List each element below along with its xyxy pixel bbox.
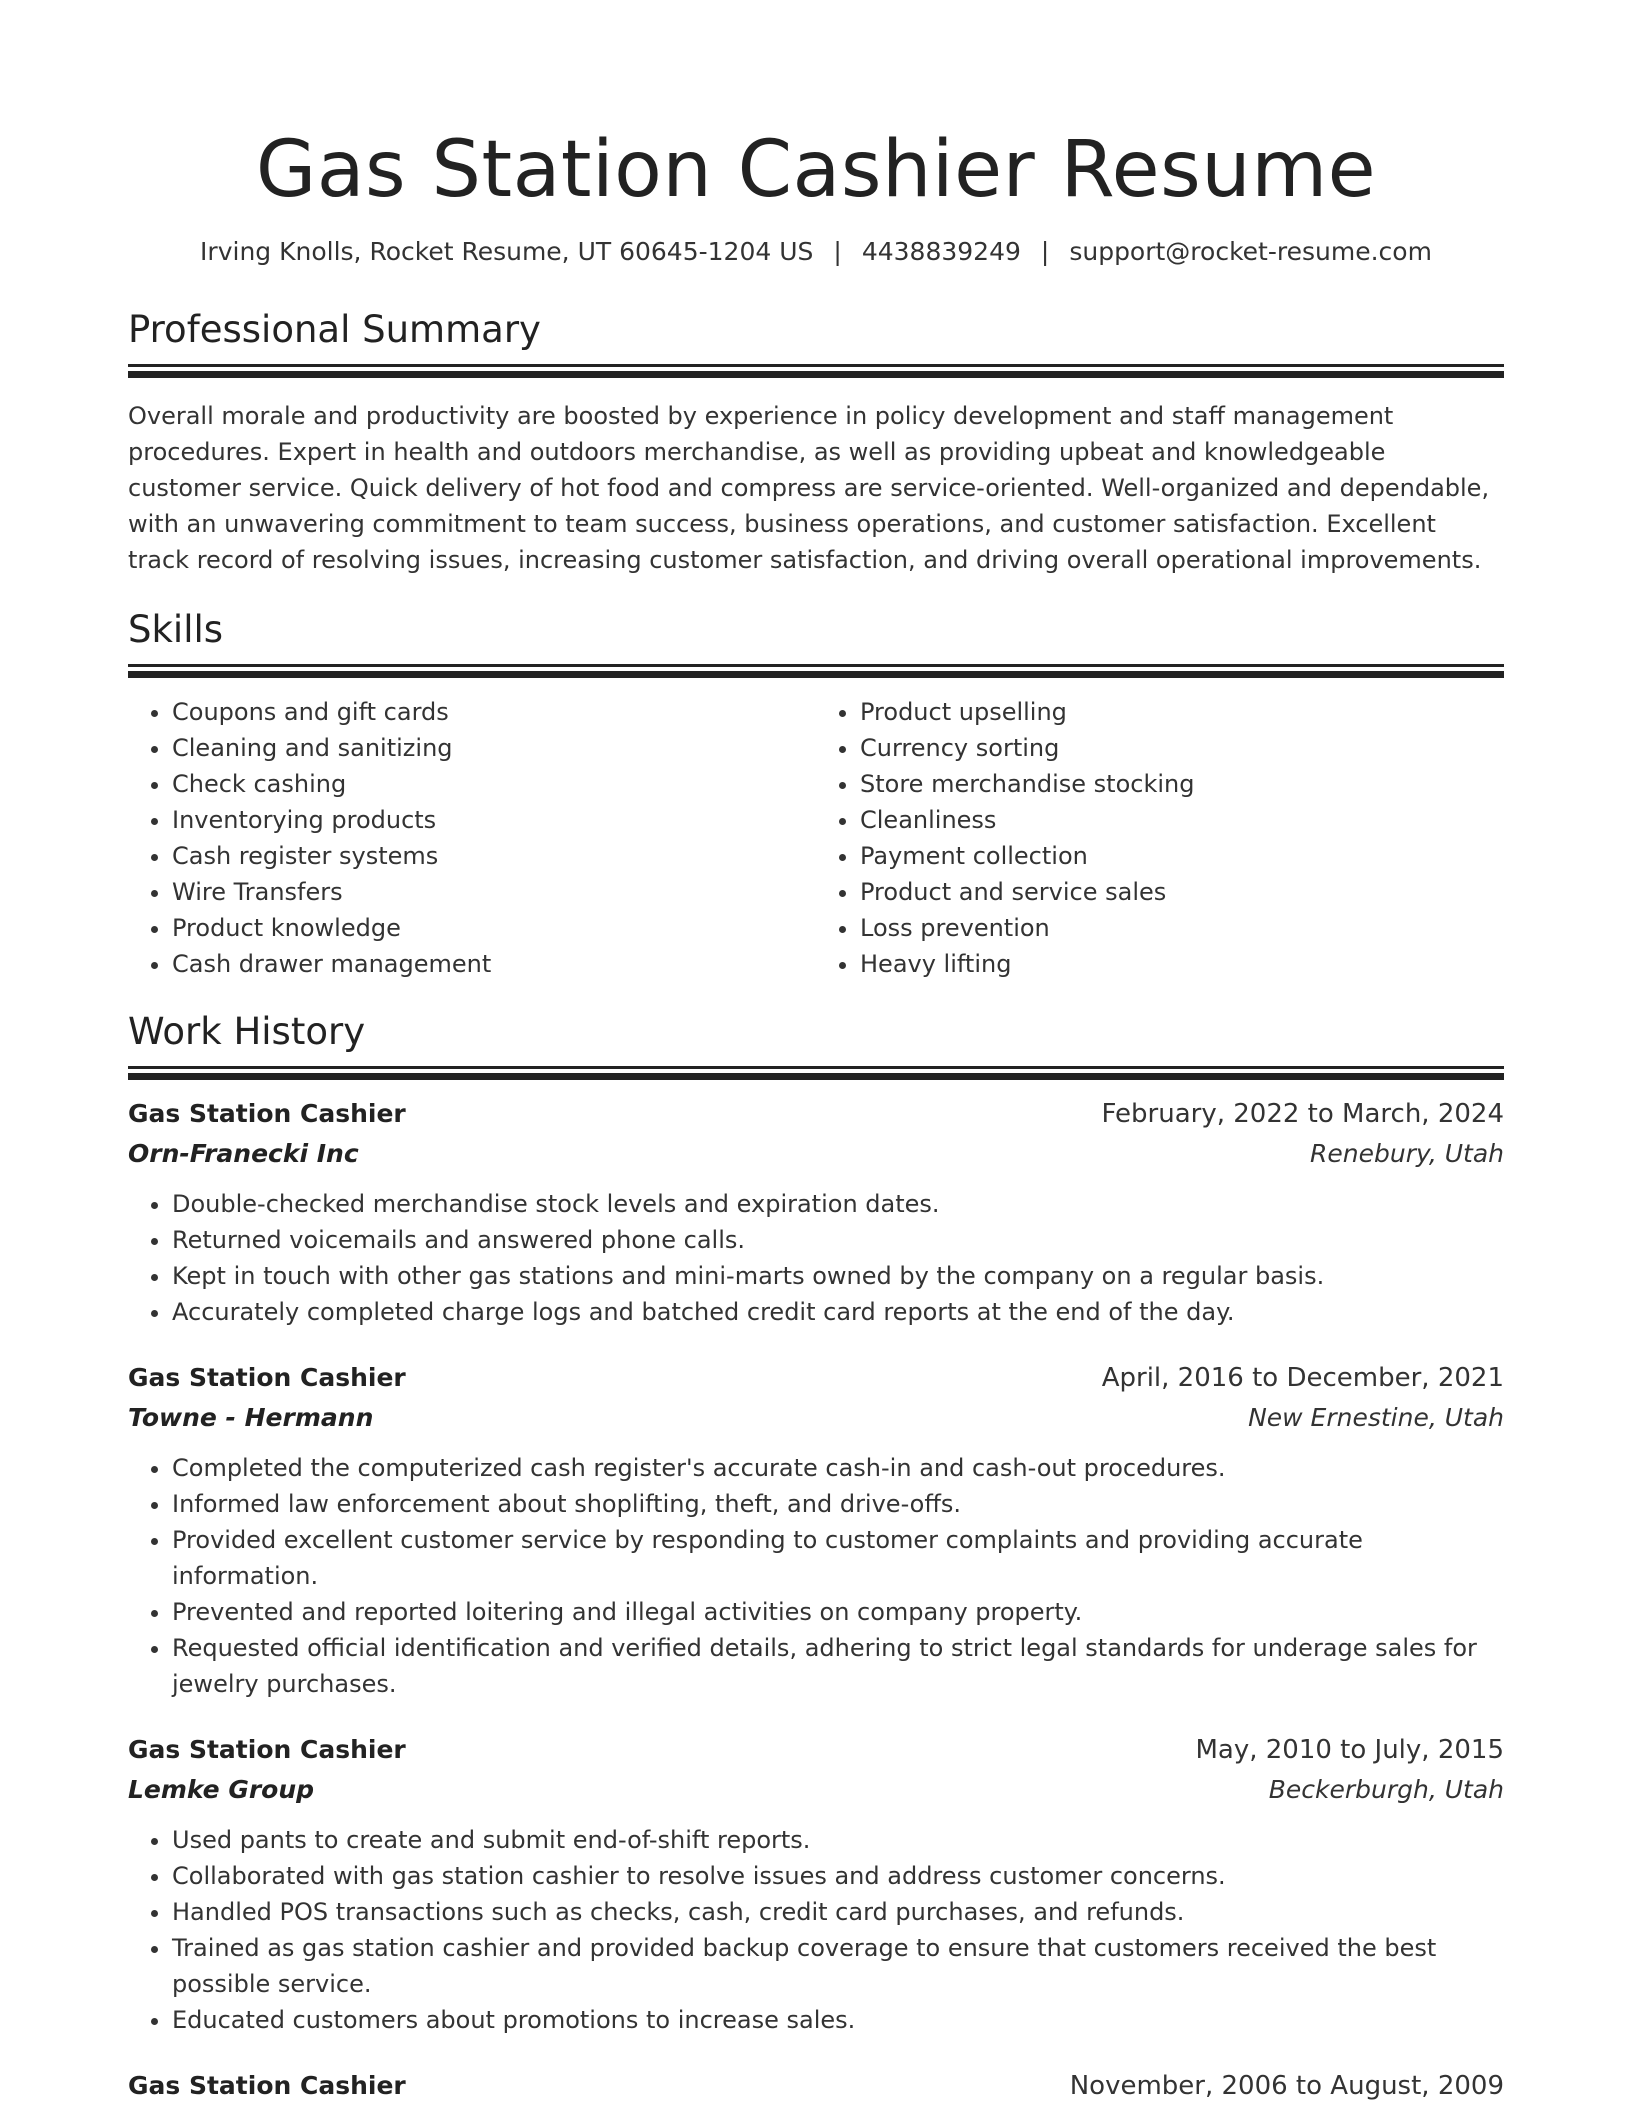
- skill-item: • Cleaning and sanitizing: [172, 730, 816, 766]
- contact-address: Irving Knolls, Rocket Resume, UT 60645-1204 US: [200, 237, 814, 266]
- job-entry: [128, 2066, 1504, 2106]
- skills-list-right: [816, 694, 1504, 982]
- job-dates: November, 2006 to August, 2009: [1069, 2071, 1504, 2101]
- job-location: Beckerburgh, Utah: [1268, 1775, 1504, 1804]
- skill-item: • Store merchandise stocking: [860, 766, 1504, 802]
- skill-item: • Currency sorting: [860, 730, 1504, 766]
- section-divider-thick: [128, 371, 1504, 378]
- job-bullet: • Collaborated with gas station cashier to resolve issues and address customer concerns.: [172, 1858, 1504, 1894]
- skill-item: • Inventorying products: [172, 802, 816, 838]
- section-divider: [128, 1066, 1504, 1069]
- job-entry: [128, 1094, 1504, 1330]
- skill-item: • Wire Transfers: [172, 874, 816, 910]
- skills-columns: [128, 694, 1504, 982]
- skill-item: • Product knowledge: [172, 910, 816, 946]
- skills-section: [128, 606, 1504, 982]
- job-bullets: [128, 1822, 1504, 2038]
- summary-heading: Professional Summary: [128, 308, 541, 351]
- skill-item: • Product upselling: [860, 694, 1504, 730]
- job-entry: [128, 1730, 1504, 2038]
- job-bullet: • Prevented and reported loitering and illegal activities on company property.: [172, 1594, 1504, 1630]
- job-dates: February, 2022 to March, 2024: [1101, 1099, 1504, 1129]
- job-title: Gas Station Cashier: [128, 2071, 406, 2100]
- skills-list-left: [128, 694, 816, 982]
- contact-separator: |: [833, 237, 842, 266]
- contact-phone: 4438839249: [861, 237, 1021, 266]
- contact-email[interactable]: support@rocket-resume.com: [1069, 237, 1432, 266]
- section-divider-thick: [128, 1073, 1504, 1080]
- section-divider: [128, 364, 1504, 367]
- job-bullets: [128, 1450, 1504, 1702]
- skill-item: • Coupons and gift cards: [172, 694, 816, 730]
- skill-item: • Heavy lifting: [860, 946, 1504, 982]
- skill-item: • Check cashing: [172, 766, 816, 802]
- job-dates: May, 2010 to July, 2015: [1195, 1735, 1504, 1765]
- job-title: Gas Station Cashier: [128, 1363, 406, 1392]
- job-bullet: • Educated customers about promotions to increase sales.: [172, 2002, 1504, 2038]
- job-bullet: • Provided excellent customer service by responding to customer complaints and providing accurate information.: [172, 1522, 1504, 1594]
- job-company: Towne - Hermann: [128, 1403, 374, 1432]
- skill-item: • Loss prevention: [860, 910, 1504, 946]
- job-company: Lemke Group: [128, 1775, 315, 1804]
- job-entry: [128, 1358, 1504, 1702]
- job-bullet: • Double-checked merchandise stock levels and expiration dates.: [172, 1186, 1504, 1222]
- job-title: Gas Station Cashier: [128, 1735, 406, 1764]
- skill-item: • Payment collection: [860, 838, 1504, 874]
- skills-heading: Skills: [128, 608, 224, 651]
- contact-separator: |: [1040, 237, 1050, 266]
- job-bullet: • Returned voicemails and answered phone calls.: [172, 1222, 1504, 1258]
- job-bullets: [128, 1186, 1504, 1330]
- job-bullet: • Informed law enforcement about shoplifting, theft, and drive-offs.: [172, 1486, 1504, 1522]
- section-divider: [128, 664, 1504, 667]
- section-divider-thick: [128, 671, 1504, 678]
- skill-item: • Cash register systems: [172, 838, 816, 874]
- work-history-heading: Work History: [128, 1010, 366, 1053]
- job-bullet: • Accurately completed charge logs and batched credit card reports at the end of the day.: [172, 1294, 1504, 1330]
- summary-text: Overall morale and productivity are boosted by experience in policy development and staff management procedures. Expert in health and outdoors merchandise, as well as providing upbeat and knowledgeable customer service. Quick delivery of hot food and compress are service-oriented. Well-organized and dependable, with an unwavering commitment to team success, business operations, and customer satisfaction. Excellent track record of resolving issues, increasing customer satisfaction, and driving overall operational improvements.: [128, 402, 1490, 574]
- job-company: Orn-Franecki Inc: [128, 1139, 359, 1168]
- resume-page: [128, 0, 1504, 2106]
- skill-item: • Cash drawer management: [172, 946, 816, 982]
- job-bullet: • Trained as gas station cashier and provided backup coverage to ensure that customers received the best possible service.: [172, 1930, 1504, 2002]
- job-bullet: • Handled POS transactions such as checks, cash, credit card purchases, and refunds.: [172, 1894, 1504, 1930]
- resume-title: Gas Station Cashier Resume: [255, 125, 1377, 215]
- job-location: Renebury, Utah: [1310, 1139, 1504, 1168]
- summary-section: [128, 306, 1504, 578]
- contact-line: [128, 236, 1504, 268]
- job-title: Gas Station Cashier: [128, 1099, 406, 1128]
- skill-item: • Cleanliness: [860, 802, 1504, 838]
- job-location: New Ernestine, Utah: [1248, 1403, 1504, 1432]
- job-bullet: • Used pants to create and submit end-of-shift reports.: [172, 1822, 1504, 1858]
- work-history-section: [128, 1008, 1504, 2106]
- job-bullet: • Kept in touch with other gas stations and mini-marts owned by the company on a regular basis.: [172, 1258, 1504, 1294]
- job-dates: April, 2016 to December, 2021: [1101, 1363, 1504, 1393]
- skill-item: • Product and service sales: [860, 874, 1504, 910]
- job-bullet: • Requested official identification and verified details, adhering to strict legal standards for underage sales for jewelry purchases.: [172, 1630, 1504, 1702]
- job-bullet: • Completed the computerized cash register's accurate cash-in and cash-out procedures.: [172, 1450, 1504, 1486]
